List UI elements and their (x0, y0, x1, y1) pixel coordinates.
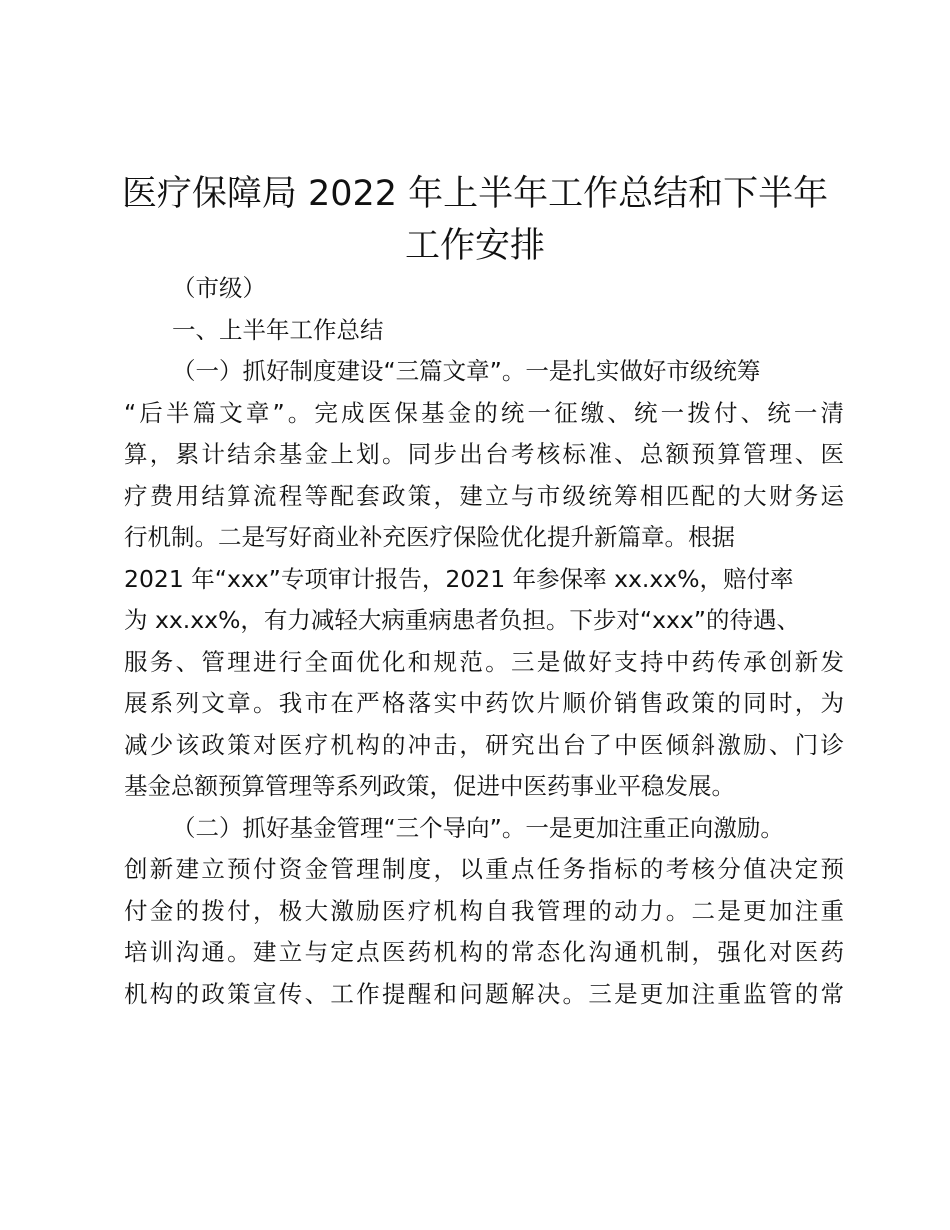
paragraph-line: 创新建立预付资金管理制度，以重点任务指标的考核分值决定预 (124, 855, 844, 883)
document-title (110, 168, 840, 272)
document-body (124, 268, 844, 1015)
level-label: （市级） (172, 274, 266, 302)
paragraph-line: 付金的拨付，极大激励医疗机构自我管理的动力。二是更加注重 (124, 896, 844, 925)
paragraph-line: 行机制。二是写好商业补充医疗保险优化提升新篇章。根据 (124, 523, 735, 551)
paragraph-line: 展系列文章。我市在严格落实中药饮片顺价销售政策的同时，为 (124, 689, 844, 717)
paragraph-line: （二）抓好基金管理“三个导向”。一是更加注重正向激励。 (172, 813, 784, 842)
paragraph-line: 服务、管理进行全面优化和规范。三是做好支持中药传承创新发 (124, 647, 844, 676)
paragraph-line: 2021 年“xxx”专项审计报告，2021 年参保率 xx.xx%，赔付率 (124, 564, 794, 593)
paragraph-line: “后半篇文章”。完成医保基金的统一征缴、统一拨付、统一清 (124, 398, 844, 427)
title-line: 工作安排 (404, 226, 545, 266)
paragraph-line: 为 xx.xx%，有力减轻大病重病患者负担。下步对“xxx”的待遇、 (124, 606, 800, 634)
paragraph-line: 基金总额预算管理等系列政策，促进中医药事业平稳发展。 (124, 772, 735, 800)
paragraph-line: 培训沟通。建立与定点医药机构的常态化沟通机制，强化对医药 (124, 938, 844, 966)
paragraph-line: 减少该政策对医疗机构的冲击，研究出台了中医倾斜激励、门诊 (124, 730, 844, 759)
paragraph-line: 算，累计结余基金上划。同步出台考核标准、总额预算管理、医 (124, 440, 844, 468)
paragraph-line: 疗费用结算流程等配套政策，建立与市级统筹相匹配的大财务运 (124, 481, 844, 510)
section-heading: 一、上半年工作总结 (172, 315, 384, 344)
paragraph-line: （一）抓好制度建设“三篇文章”。一是扎实做好市级统筹 (172, 357, 761, 385)
paragraph-line: 机构的政策宣传、工作提醒和问题解决。三是更加注重监管的常 (124, 979, 844, 1008)
title-line: 医疗保障局 2022 年上半年工作总结和下半年 (121, 174, 829, 214)
